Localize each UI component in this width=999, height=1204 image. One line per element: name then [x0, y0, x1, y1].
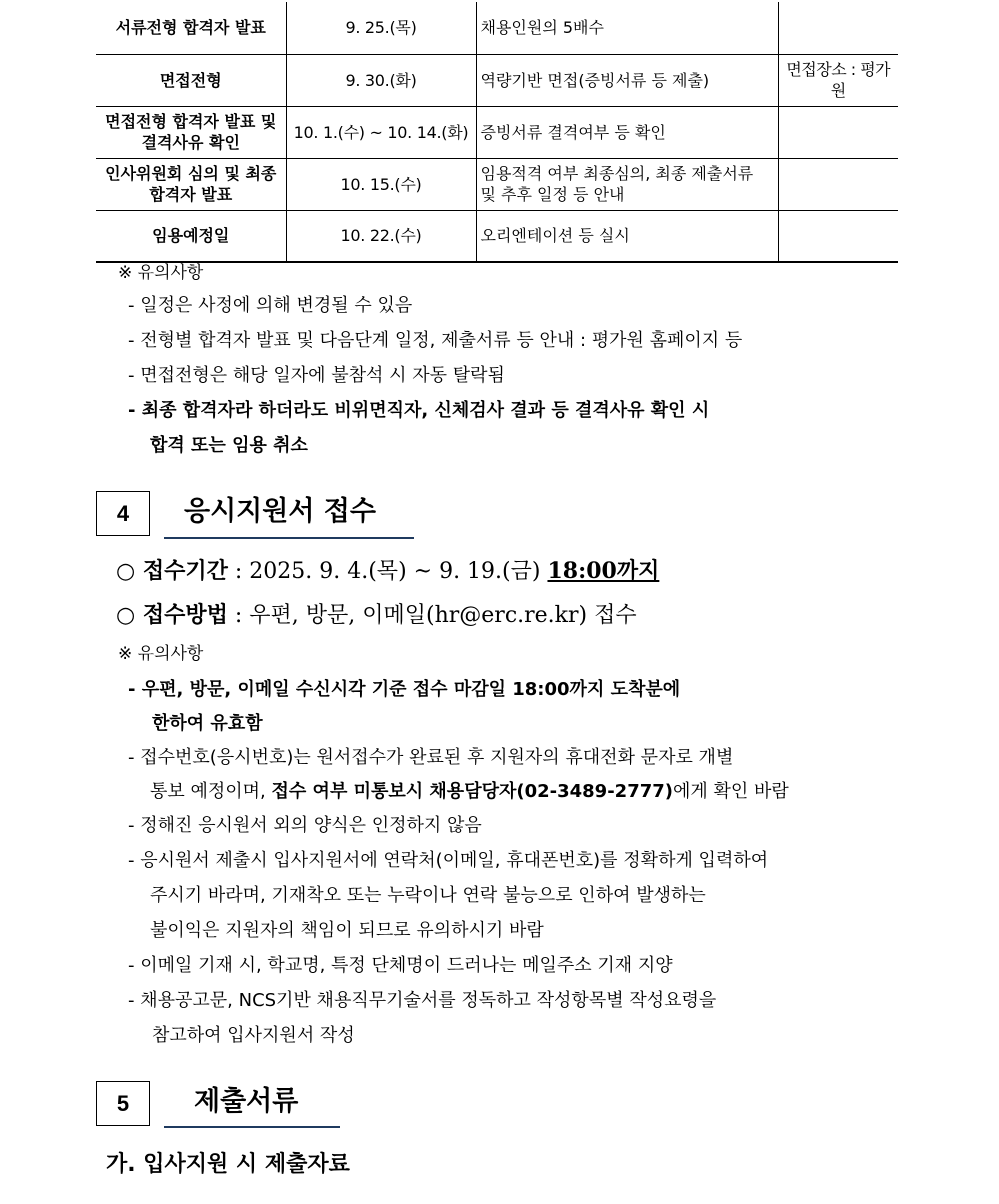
section4-number: 4: [96, 491, 150, 536]
schedule-content: 채용인원의 5배수: [476, 2, 778, 54]
section5-underline: [164, 1126, 340, 1128]
notes2-item-5: - 이메일 기재 시, 학교명, 특정 단체명이 드러나는 메일주소 기재 지양: [128, 955, 673, 976]
notes1-item-4: - 최종 합격자라 하더라도 비위면직자, 신체검사 결과 등 결격사유 확인 시: [128, 400, 710, 421]
schedule-note: [778, 2, 898, 54]
method-value: : 우편, 방문, 이메일(hr@erc.re.kr) 접수: [234, 603, 637, 628]
schedule-row: [96, 158, 898, 210]
schedule-note: [778, 106, 898, 158]
schedule-content: 오리엔테이션 등 실시: [476, 210, 778, 262]
notes1-heading: ※ 유의사항: [118, 263, 204, 283]
notes1-item-1: - 일정은 사정에 의해 변경될 수 있음: [128, 295, 413, 316]
notes2-item-4: - 응시원서 제출시 입사지원서에 연락처(이메일, 휴대폰번호)를 정확하게 입력하여: [128, 850, 769, 871]
schedule-stage: 면접전형: [96, 54, 286, 106]
schedule-stage: 면접전형 합격자 발표 및 결격사유 확인: [96, 106, 286, 158]
period-label: ○ 접수기간: [116, 558, 228, 584]
schedule-note: [778, 210, 898, 262]
notes2-item-6: - 채용공고문, NCS기반 채용직무기술서를 정독하고 작성항목별 작성요령을: [128, 990, 717, 1011]
section5-number: 5: [96, 1081, 150, 1126]
schedule-stage: 임용예정일: [96, 210, 286, 262]
notes2-item-6-cont: 참고하여 입사지원서 작성: [152, 1025, 355, 1046]
schedule-note: 면접장소 : 평가원: [778, 54, 898, 106]
schedule-content: 임용적격 여부 최종심의, 최종 제출서류 및 추후 일정 등 안내: [476, 158, 778, 210]
schedule-date: 10. 15.(수): [286, 158, 476, 210]
notes1-item-3: - 면접전형은 해당 일자에 불참석 시 자동 탈락됨: [128, 365, 505, 386]
method-label: ○ 접수방법: [116, 602, 228, 628]
schedule-row: [96, 2, 898, 54]
schedule-table: [96, 2, 898, 263]
schedule-date: 10. 22.(수): [286, 210, 476, 262]
notes2-item-1-cont: 한하여 유효함: [152, 713, 263, 734]
schedule-content: 역량기반 면접(증빙서류 등 제출): [476, 54, 778, 106]
schedule-stage: 서류전형 합격자 발표: [96, 2, 286, 54]
period-value: : 2025. 9. 4.(목) ~ 9. 19.(금): [234, 559, 541, 584]
period-deadline: 18:00까지: [547, 558, 660, 584]
schedule-date: 9. 30.(화): [286, 54, 476, 106]
schedule-content: 증빙서류 결격여부 등 확인: [476, 106, 778, 158]
section4-underline: [164, 537, 414, 539]
section4-title: 응시지원서 접수: [184, 496, 376, 527]
schedule-row: [96, 210, 898, 262]
notes2-item-4-cont1: 주시기 바라며, 기재착오 또는 누락이나 연락 불능으로 인하여 발생하는: [150, 885, 706, 906]
notes2-item-1: - 우편, 방문, 이메일 수신시각 기준 접수 마감일 18:00까지 도착분에: [128, 679, 681, 700]
notes2-item-2: - 접수번호(응시번호)는 원서접수가 완료된 후 지원자의 휴대전화 문자로 개별: [128, 747, 734, 768]
schedule-stage: 인사위원회 심의 및 최종 합격자 발표: [96, 158, 286, 210]
schedule-date: 9. 25.(목): [286, 2, 476, 54]
notes2-item-3: - 정해진 응시원서 외의 양식은 인정하지 않음: [128, 815, 482, 836]
notes2-item-4-cont2: 불이익은 지원자의 책임이 되므로 유의하시기 바람: [150, 920, 544, 941]
schedule-row: [96, 54, 898, 106]
schedule-date: 10. 1.(수) ~ 10. 14.(화): [286, 106, 476, 158]
period-row: [116, 556, 659, 587]
method-row: [116, 600, 637, 631]
notes1-item-2: - 전형별 합격자 발표 및 다음단계 일정, 제출서류 등 안내 : 평가원 홈페이지 등: [128, 330, 743, 351]
schedule-row: [96, 106, 898, 158]
notes2-heading: ※ 유의사항: [118, 644, 204, 664]
section5-subtitle: 가. 입사지원 시 제출자료: [106, 1152, 350, 1177]
notes2-item-2-cont: 통보 예정이며, 접수 여부 미통보시 채용담당자(02-3489-2777)에게 확인 바람: [150, 781, 789, 802]
notes1-item-4-cont: 합격 또는 임용 취소: [150, 435, 308, 456]
section5-title: 제출서류: [194, 1086, 299, 1117]
schedule-note: [778, 158, 898, 210]
